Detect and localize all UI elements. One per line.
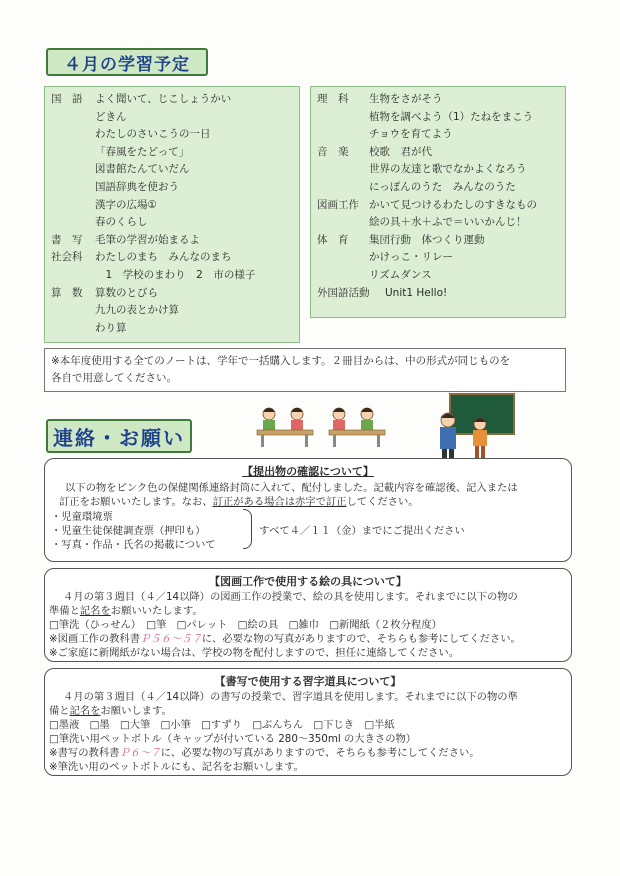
notice-paints-line1: ４月の第３週目（４／14以降）の図画工作の授業で、絵の具を使用します。それまでに以下の物の (63, 591, 518, 603)
label-emphasis: 記名を (79, 605, 111, 617)
schedule-row (311, 146, 565, 164)
text-fragment: 備と (49, 705, 70, 717)
lesson-text: わり算 (95, 321, 127, 334)
schedule-row (311, 269, 565, 287)
lesson-text: 「春風をたどって」 (95, 145, 190, 158)
submission-item: ・児童生徒保健調査票（押印も） (51, 525, 206, 537)
text-fragment: 準備と (49, 605, 80, 617)
calligraphy-bottle: □筆洗い用ペットボトル（キャップが付いている 280～350ml の大きさの物） (49, 733, 417, 745)
text-fragment: ※図画工作の教科書 (49, 633, 141, 645)
schedule-row (311, 234, 565, 252)
schedule-row (45, 251, 299, 269)
student-figure (291, 408, 303, 430)
subject-label: 図画工作 (317, 198, 359, 211)
notice-submission-line1: 以下の物をピンク色の保健関係連絡封筒に入れて、配付しました。記載内容を確認後、記入または (65, 482, 518, 494)
schedule-row (311, 181, 565, 199)
text-fragment: に、必要な物の写真がありますので、そちらも参考にしてください。 (160, 747, 480, 759)
schedule-row (45, 216, 299, 234)
submission-item: ・児童環境票 (51, 511, 113, 523)
lesson-text: 世界の友達と歌でなかよくなろう (369, 163, 527, 176)
subject-label: 外国語活動 (317, 286, 370, 299)
schedule-row (45, 234, 299, 252)
notice-paints-line4 (49, 630, 521, 645)
notice-calligraphy-title: 【書写で使用する習字道具について】 (214, 675, 402, 688)
schedule-row (311, 199, 565, 217)
schedule-title: ４月の学習予定 (46, 48, 208, 76)
schedule-row (45, 287, 299, 305)
notices-title: 連絡・お願い (46, 419, 192, 453)
notice-calligraphy-line1: ４月の第３週目（４／14以降）の書写の授業で、習字道具を使用します。それまでに以下の物の準 (63, 691, 518, 703)
subject-label: 書 写 (51, 233, 83, 246)
schedule-right-panel (310, 86, 566, 318)
schedule-row (311, 111, 565, 129)
text-fragment: お願いします。 (100, 705, 172, 717)
lesson-text: 絵の具＋水＋ふで＝いいかんじ！ (369, 216, 527, 229)
subject-label: 体 育 (317, 233, 349, 246)
lesson-text: 校歌 君が代 (369, 145, 432, 158)
notice-submission-line2 (59, 493, 419, 508)
notebook-note-line2: 各自で用意してください。 (51, 372, 177, 384)
subject-label: 算 数 (51, 286, 83, 299)
lesson-text: 図書館たんていだん (95, 163, 190, 176)
lesson-text: にっぽんのうた みんなのうた (369, 181, 516, 193)
lesson-text: 集団行動 体つくり運動 (369, 233, 485, 246)
lesson-text: 九九の表とかけ算 (95, 304, 179, 317)
notice-paints (44, 568, 572, 662)
notice-paints-title: 【図画工作で使用する絵の具について】 (209, 575, 407, 588)
textbook-pages: Ｐ６～７ (119, 747, 161, 759)
notebook-note-line1: ※本年度使用する全てのノートは、学年で一括購入します。２冊目からは、中の形式が同じものを (51, 355, 511, 367)
lesson-text: 生物をさがそう (369, 93, 443, 105)
lesson-text: わたしのまち みんなのまち (95, 251, 232, 264)
submission-item: ・写真・作品・氏名の掲載について (51, 539, 216, 551)
notebook-note (44, 348, 566, 392)
schedule-row (311, 128, 565, 146)
schedule-row (311, 163, 565, 181)
subject-label: 理 科 (317, 93, 349, 105)
schedule-row (45, 322, 299, 340)
notice-submission-title: 【提出物の確認について】 (242, 465, 374, 478)
notice-calligraphy-line5 (49, 744, 480, 759)
label-emphasis: 記名を (69, 705, 101, 717)
subject-label: 社会科 (51, 251, 83, 264)
subject-label: 国 語 (51, 93, 83, 105)
lesson-text: チョウを育てよう (369, 128, 453, 141)
lesson-text: 算数のとびら (95, 286, 158, 299)
notice-calligraphy (44, 668, 572, 776)
students-illustration (255, 402, 395, 450)
schedule-row (311, 251, 565, 269)
student-figure (333, 408, 345, 430)
text-fragment: お願いいたします。 (110, 605, 203, 617)
schedule-row (45, 181, 299, 199)
lesson-text: かいて見つけるわたしのすきなもの (369, 198, 537, 211)
lesson-text: 毛筆の学習が始まるよ (95, 233, 200, 246)
schedule-row (311, 93, 565, 111)
notice-calligraphy-line6: ※筆洗い用のペットボトルにも、記名をお願いします。 (49, 761, 304, 773)
paints-checklist: □筆洗（ひっせん） □筆 □パレット □絵の具 □雑巾 □新聞紙（２枚分程度） (49, 619, 442, 631)
schedule-row (311, 216, 565, 234)
lesson-text: わたしのさいこうの一日 (95, 128, 211, 141)
lesson-text: よく聞いて、じこしょうかい (95, 93, 232, 105)
notice-paints-line2 (49, 602, 203, 617)
text-fragment: してください。 (346, 496, 419, 508)
lesson-text: どきん (95, 110, 127, 123)
correction-emphasis: 訂正がある場合は赤字で訂正 (212, 496, 347, 508)
student-figure (361, 408, 373, 430)
text-fragment: ※書写の教科書 (49, 747, 120, 759)
schedule-row (311, 287, 565, 305)
schedule-row (45, 304, 299, 322)
schedule-row (45, 199, 299, 217)
text-fragment: に、必要な物の写真がありますので、そちらも参考にしてください。 (201, 633, 521, 645)
lesson-text: かけっこ・リレー (369, 251, 453, 264)
lesson-text: 1 学校のまわり 2 市の様子 (95, 269, 256, 281)
calligraphy-checklist: □墨液 □墨 □大筆 □小筆 □すずり □ぶんちん □下じき □半紙 (49, 719, 395, 731)
text-fragment: 訂正をお願いいたします。なお、 (59, 496, 213, 508)
notice-paints-line5: ※ご家庭に新聞紙がない場合は、学校の物を配付しますので、担任に連絡してください。 (49, 647, 459, 659)
schedule-row (45, 269, 299, 287)
child-figure (473, 418, 487, 460)
lesson-text: リズムダンス (369, 269, 432, 281)
notice-calligraphy-line2 (49, 702, 172, 717)
teacher-figure (440, 413, 456, 463)
teacher-illustration (438, 390, 518, 466)
lesson-text: 春のくらし (95, 216, 148, 229)
items-brace (243, 509, 252, 549)
student-figure (263, 408, 275, 430)
subject-label: 音 楽 (317, 145, 349, 158)
textbook-pages: Ｐ５６～５７ (140, 633, 202, 645)
lesson-text: 漢字の広場① (95, 198, 157, 211)
lesson-text: Unit1 Hello! (385, 286, 448, 299)
submission-deadline: すべて４／１１（金）までにご提出ください (259, 525, 465, 537)
schedule-row (45, 128, 299, 146)
lesson-text: 植物を調べよう（1）たねをまこう (369, 110, 534, 123)
schedule-row (45, 163, 299, 181)
notice-submission (44, 458, 572, 562)
schedule-row (45, 111, 299, 129)
lesson-text: 国語辞典を使おう (95, 181, 179, 193)
schedule-left-panel (44, 86, 300, 343)
schedule-row (45, 146, 299, 164)
schedule-row (45, 93, 299, 111)
